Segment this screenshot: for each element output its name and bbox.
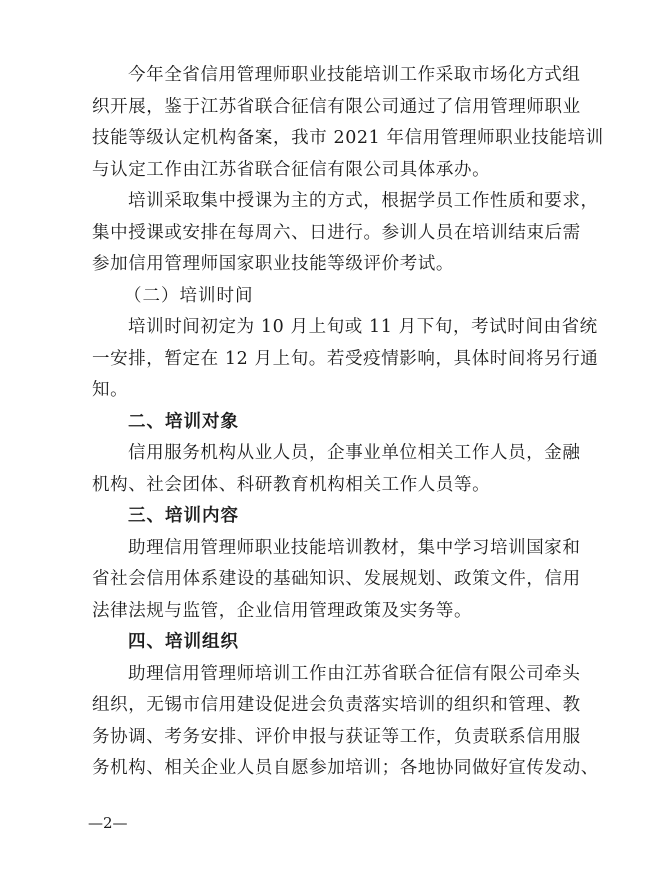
paragraph-line: 与认定工作由江苏省联合征信有限公司具体承办。	[92, 159, 491, 180]
paragraph-line: 务协调、考务安排、评价申报与获证等工作，负责联系信用服	[92, 726, 581, 747]
paragraph-line: 助理信用管理师职业技能培训教材，集中学习培训国家和	[128, 537, 581, 558]
paragraph-line: 信用服务机构从业人员，企事业单位相关工作人员，金融	[128, 443, 581, 463]
paragraph-line: 技能等级认定机构备案，我市 2021 年信用管理师职业技能培训	[92, 128, 604, 148]
paragraph-line: 织开展，鉴于江苏省联合征信有限公司通过了信用管理师职业	[92, 96, 581, 117]
paragraph-line: 参加信用管理师国家职业技能等级评价考试。	[92, 254, 454, 274]
paragraph-line: 培训时间初定为 10 月上旬或 11 月下旬，考试时间由省统	[128, 317, 598, 337]
paragraph-line: 一安排，暂定在 12 月上旬。若受疫情影响，具体时间将另行通	[92, 348, 599, 369]
paragraph-line: 机构、社会团体、科研教育机构相关工作人员等。	[92, 474, 491, 495]
page-number: —2—	[88, 814, 128, 832]
section-heading: 四、培训组织	[128, 632, 239, 652]
section-heading: 三、培训内容	[128, 506, 239, 526]
paragraph-line: 知。	[92, 380, 129, 400]
paragraph-line: 务机构、相关企业人员自愿参加培训；各地协同做好宣传发动、	[92, 758, 599, 778]
section-heading: 二、培训对象	[128, 411, 239, 432]
paragraph-line: 今年全省信用管理师职业技能培训工作采取市场化方式组	[128, 65, 581, 85]
paragraph-line: 省社会信用体系建设的基础知识、发展规划、政策文件，信用	[92, 569, 581, 589]
section-subheading: （二）培训时间	[124, 285, 254, 306]
document-body	[92, 60, 604, 785]
paragraph-line: 组织，无锡市信用建设促进会负责落实培训的组织和管理、教	[92, 695, 581, 715]
paragraph-line: 集中授课或安排在每周六、日进行。参训人员在培训结束后需	[92, 222, 581, 243]
paragraph-line: 助理信用管理师培训工作由江苏省联合征信有限公司牵头	[128, 663, 581, 684]
paragraph-line: 培训采取集中授课为主的方式，根据学员工作性质和要求，	[128, 191, 599, 211]
paragraph-line: 法律法规与监管，企业信用管理政策及实务等。	[92, 600, 473, 621]
